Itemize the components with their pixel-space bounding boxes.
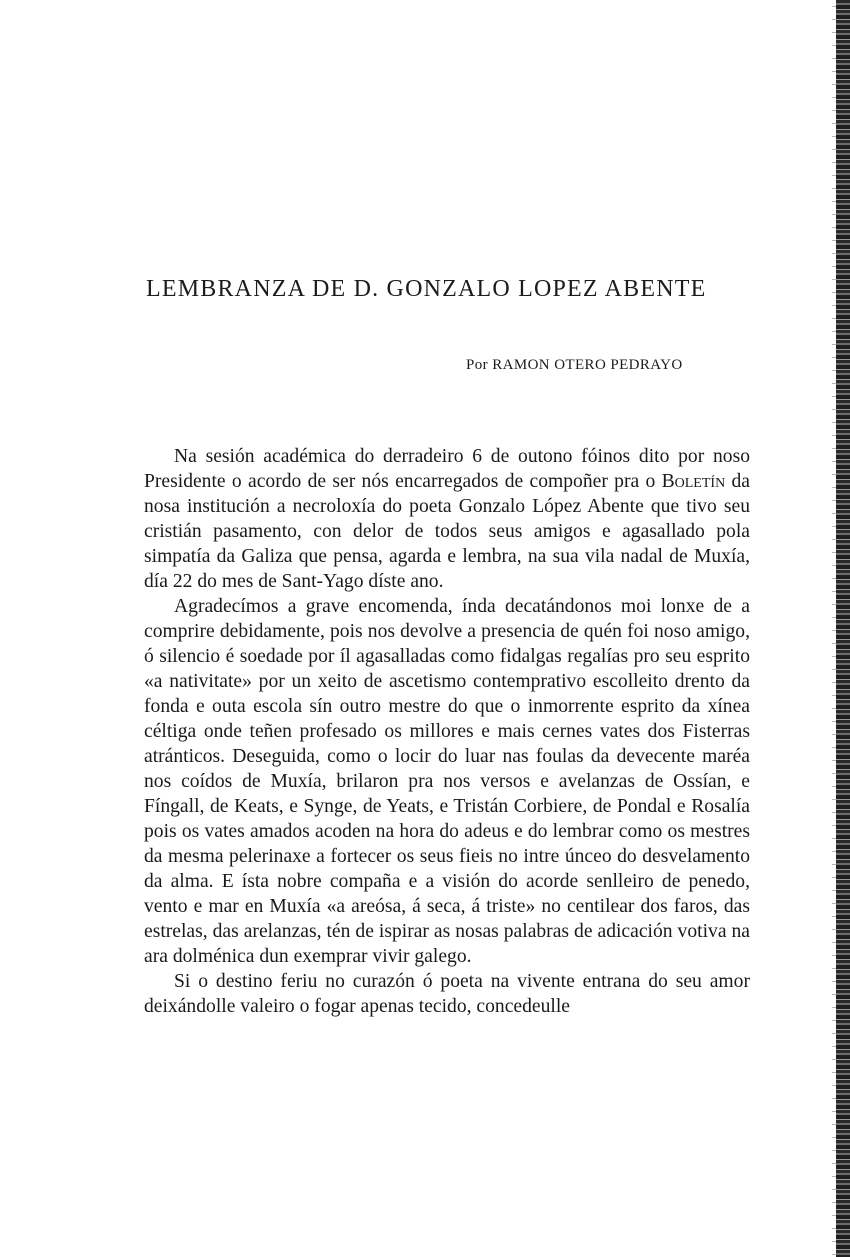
paragraph-1-text-end: da nosa institución a necroloxía do poeta Gonzalo López Abente que tivo seu cristián pasamento, con delor de todos seus amigos e agasallado pola simpatía da Galiza que pensa, agarda e lembra, na sua vila nadal de Muxía, día 22 do mes de Sant-Yago díste ano. [144, 471, 750, 592]
article-body [144, 444, 750, 1019]
paragraph-3: Si o destino feriu no curazón ó poeta na vivente entrana do seu amor deixándolle valeiro o fogar apenas tecido, concedeulle [144, 971, 750, 1017]
boletin-smallcaps: Boletín [661, 471, 726, 492]
author-name: RAMON OTERO PEDRAYO [492, 357, 683, 373]
author-prefix: Por [466, 357, 489, 373]
author-byline [466, 357, 683, 374]
article-title: LEMBRANZA DE D. GONZALO LOPEZ ABENTE [146, 276, 707, 302]
paragraph-1-text-start: Na sesión académica do derradeiro 6 de outono fóinos dito por noso Presidente o acordo de ser nós encarregados de compoñer pra o [144, 446, 750, 492]
paragraph-2: Agradecímos a grave encomenda, índa decatándonos moi lonxe de a comprire debidamente, pois nos devolve a presencia de quén foi noso amigo, ó silencio é soedade por íl agasalladas como fidalgas regalías pro seu esprito «a nativitate» por un xeito de ascetismo contemprativo escolleito drento da fonda e outa escola sín outro mestre do que o inmorrente esprito da xínea céltiga onde teñen profesado os millores e mais cernes vates dos Fisterras atránticos. Deseguida, como o locir do luar nas foulas da devecente maréa nos coídos de Muxía, brilaron pra nos versos e avelanzas de Ossían, e Fíngall, de Keats, e Synge, de Yeats, e Tristán Corbiere, de Pondal e Rosalía pois os vates amados acoden na hora do adeus e do lembrar como os mestres da mesma pelerinaxe a fortecer os seus fieis no intre únceo do desvelamento da alma. E ísta nobre compaña e a visión do acorde senlleiro de penedo, vento e mar en Muxía «a areósa, á seca, á triste» no centilear dos faros, das estrelas, das arelanzas, tén de ispirar as nosas palabras de adicación votiva na ara dolménica dun exemprar vivir galego. [144, 596, 750, 967]
paragraph-1 [144, 444, 750, 594]
scan-binding-edge [836, 0, 850, 1257]
